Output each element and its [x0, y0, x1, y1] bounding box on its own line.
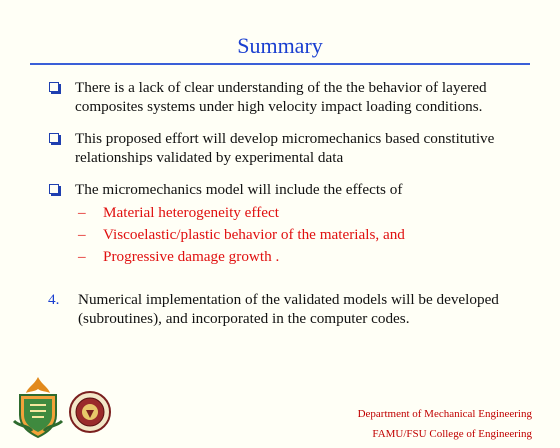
bullet-item	[48, 180, 523, 268]
sub-list	[75, 202, 523, 268]
dash-bullet-icon: –	[78, 226, 86, 243]
famu-crest-logo	[10, 375, 66, 439]
slide-title: Summary	[237, 33, 323, 58]
numbered-item-text: Numerical implementation of the validated models will be developed (subroutines), and incorporated in the computer codes.	[78, 291, 499, 327]
sub-item	[75, 202, 523, 224]
checkbox-bullet-icon	[49, 133, 59, 143]
sub-item-text: Progressive damage growth .	[103, 248, 280, 265]
sub-item	[75, 224, 523, 246]
bullet-item	[48, 129, 523, 167]
bullet-text: This proposed effort will develop micromechanics based constitutive relationships validated by experimental data	[75, 130, 495, 166]
bullet-text: The micromechanics model will include the effects of	[75, 181, 403, 198]
footer-college: FAMU/FSU College of Engineering	[372, 428, 532, 440]
footer	[358, 404, 532, 444]
sub-item	[75, 246, 523, 268]
checkbox-bullet-icon	[49, 184, 59, 194]
footer-department: Department of Mechanical Engineering	[357, 408, 532, 420]
dash-bullet-icon: –	[78, 204, 86, 221]
numbered-item	[48, 290, 528, 328]
bullet-list	[48, 78, 523, 281]
item-number: 4.	[48, 291, 60, 308]
checkbox-bullet-icon	[49, 82, 59, 92]
sub-item-text: Material heterogeneity effect	[103, 204, 279, 221]
dash-bullet-icon: –	[78, 248, 86, 265]
sub-item-text: Viscoelastic/plastic behavior of the materials, and	[103, 226, 405, 243]
bullet-item	[48, 78, 523, 116]
title-underline	[30, 63, 530, 65]
bullet-text: There is a lack of clear understanding of the the behavior of layered composites systems under high velocity impact loading conditions.	[75, 79, 487, 115]
fsu-seal-logo	[68, 390, 112, 434]
